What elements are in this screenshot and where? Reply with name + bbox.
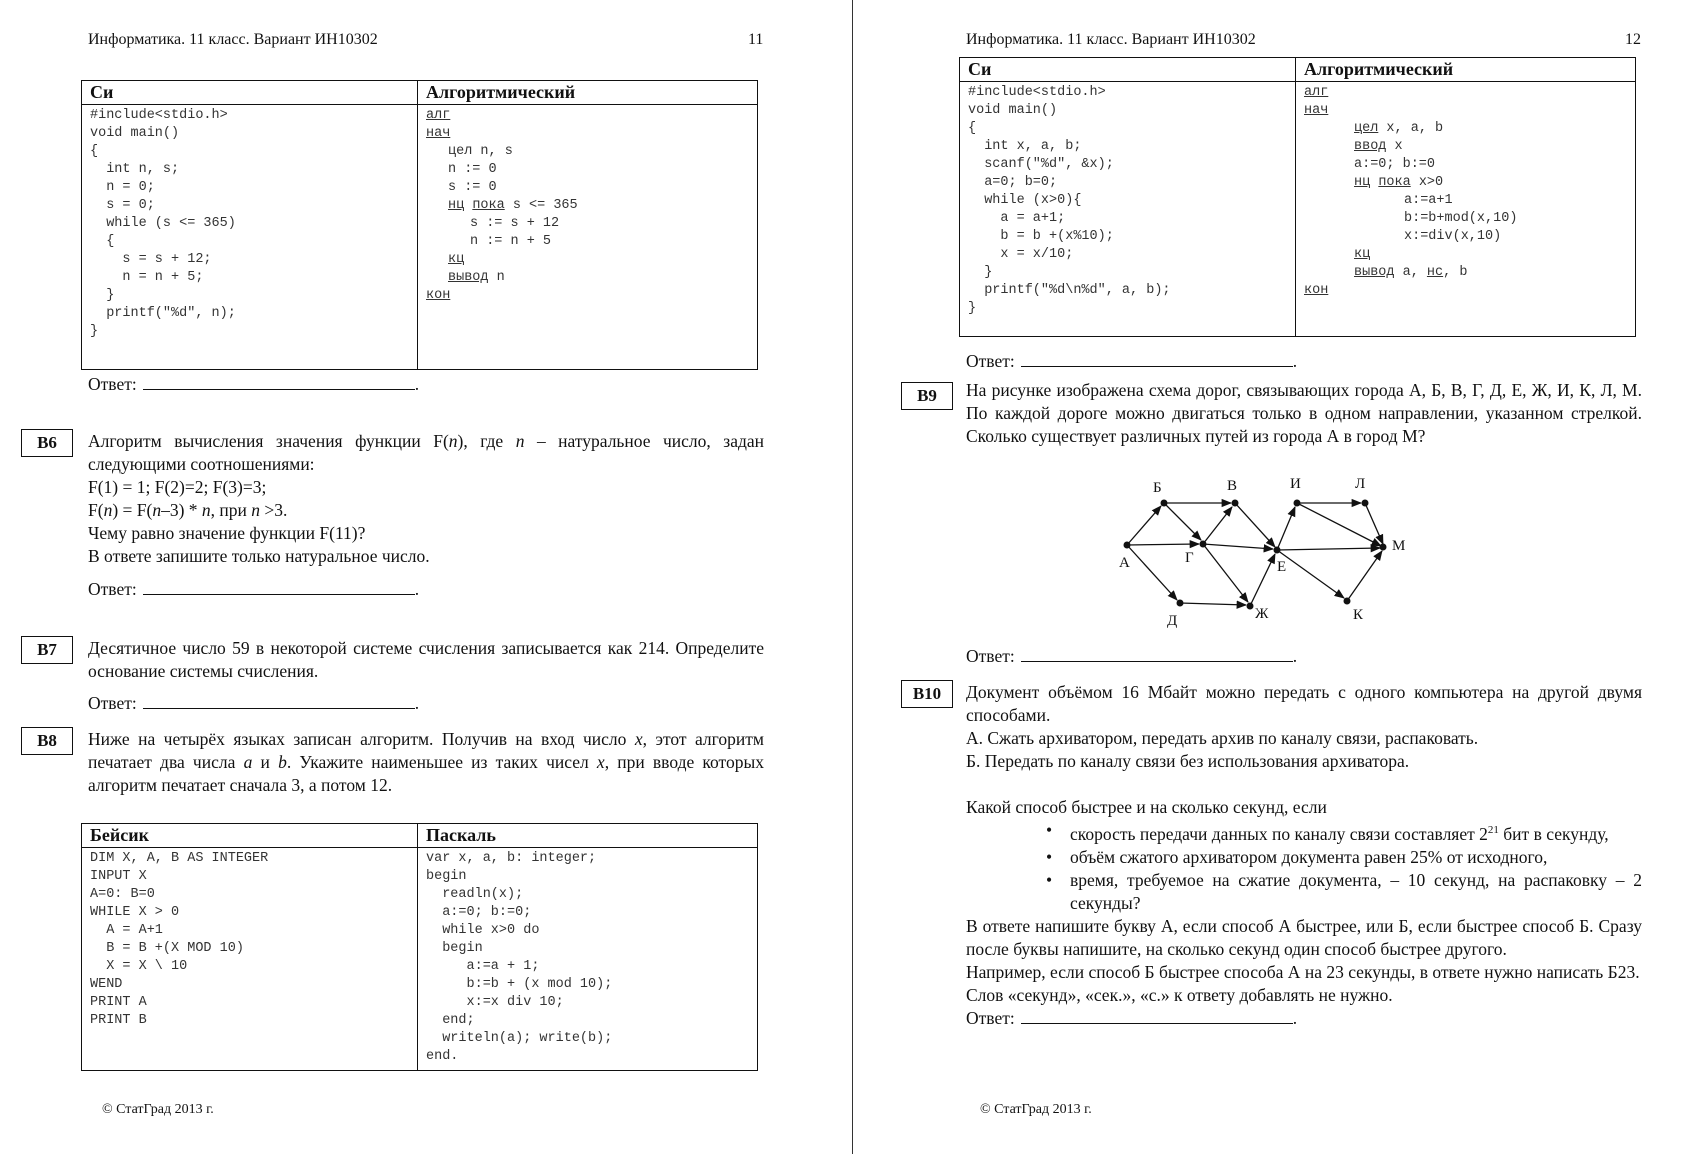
code-line: var x, a, b: integer; (426, 851, 597, 866)
page-number: 11 (748, 31, 764, 48)
task-b8: Ниже на четырёх языках записан алгоритм. Получив на вход число x, этот алгоритм печатает два числа a и b. Укажите наименьшее из таких чисел x, при вводе которых алгоритм печатает сначала 3, а потом 12. (88, 729, 764, 795)
code-line: B = B +(X MOD 10) (90, 941, 244, 956)
right-page (855, 0, 1704, 1154)
col-title-alg: Алгоритмический (1296, 58, 1636, 82)
code-line: n := n + 5 (470, 234, 552, 249)
edge-d-zh (1180, 603, 1246, 605)
page-header: Информатика. 11 класс. Вариант ИН10302 (88, 31, 378, 48)
node-k (1344, 598, 1351, 605)
code-line: x:=div(x,10) (1404, 229, 1502, 244)
col-title-alg: Алгоритмический (418, 81, 758, 105)
code-line: void main() (968, 103, 1058, 118)
answer-line: Ответ: . (88, 693, 420, 713)
b10-p4: В ответе напишите букву А, если способ А быстрее, или Б, если быстрее способ Б. Сразу после буквы напишите, на сколько секунд один способ быстрее другого. (966, 915, 1642, 959)
task-label-b7: B7 (21, 636, 73, 664)
b10-p5: Например, если способ Б быстрее способа А на 23 секунды, в ответе нужно написать Б23. (966, 961, 1640, 982)
edge-zh-e (1250, 554, 1275, 606)
code-line: a:=0; b:=0; (426, 905, 532, 920)
code-line: X = X \ 10 (90, 959, 188, 974)
code-line: n := 0 (448, 162, 497, 177)
b6-intro: Алгоритм вычисления значения функции F(n), где n – натуральное число, задан следующими соотношениями: (88, 431, 765, 474)
code-line: ввод x (1354, 139, 1403, 154)
task-label-b8: B8 (21, 727, 73, 755)
b10-conditions (1046, 819, 1642, 915)
code-line: } (968, 265, 993, 280)
node-g (1200, 541, 1207, 548)
edge-b-g (1164, 503, 1201, 540)
answer-blank[interactable] (143, 694, 415, 709)
code-line: end; (426, 1013, 475, 1028)
b6-rel1: F(1) = 1; F(2)=2; F(3)=3; (88, 477, 267, 497)
node-label: А (1119, 555, 1130, 571)
code-line: printf("%d\n%d", a, b); (968, 283, 1171, 298)
alg-code (1296, 82, 1636, 337)
code-line: вывод a, нс, b (1354, 265, 1468, 280)
edge-e-i (1277, 507, 1295, 550)
code-line: n = n + 5; (90, 270, 204, 285)
code-line: } (90, 288, 115, 303)
task-label-b6: B6 (21, 429, 73, 457)
code-line: x:=x div 10; (426, 995, 564, 1010)
alg-code (418, 105, 758, 370)
pascal-code (418, 848, 758, 1071)
graph-labels (1119, 476, 1365, 629)
node-v (1232, 500, 1239, 507)
edge-g-v (1203, 507, 1232, 544)
col-title-c: Си (82, 81, 418, 105)
code-line: begin (426, 869, 467, 884)
node-label: Д (1167, 613, 1178, 629)
code-line: s := s + 12 (470, 216, 560, 231)
page-number: 12 (1625, 31, 1641, 48)
footer-copyright: © СтатГрад 2013 г. (102, 1102, 214, 1117)
code-line: INPUT X (90, 869, 147, 884)
code-line: #include<stdio.h> (90, 108, 228, 123)
edge-g-zh (1203, 544, 1248, 602)
answer-line: Ответ: . (966, 351, 1298, 371)
page-divider (852, 0, 853, 1154)
task-b9: На рисунке изображена схема дорог, связывающих города А, Б, В, Г, Д, Е, Ж, И, К, Л, М. По каждой дороге можно двигаться только в одном направлении, указанном стрелкой. Сколько существует различных путей из города А в город М? (966, 380, 1642, 446)
node-label: Е (1277, 559, 1287, 575)
road-graph (1119, 470, 1385, 640)
list-item: • объём сжатого архиватором документа равен 25% от исходного, (1046, 846, 1548, 867)
node-e (1274, 547, 1281, 554)
edge-a-d (1127, 545, 1177, 600)
code-line: DIM X, A, B AS INTEGER (90, 851, 269, 866)
node-label: Б (1153, 480, 1162, 496)
code-line: b = b +(x%10); (968, 229, 1114, 244)
b10-p3: Б. Передать по каналу связи без использования архиватора. (966, 751, 1410, 771)
b10-p2: А. Сжать архиватором, передать архив по каналу связи, распаковать. (966, 728, 1479, 748)
page-header: Информатика. 11 класс. Вариант ИН10302 (966, 31, 1256, 48)
code-line: { (968, 121, 977, 136)
code-line: кц (448, 252, 465, 267)
list-item: • время, требуемое на сжатие документа, – 10 секунд, на распаковку – 2 секунды? (1046, 869, 1642, 913)
code-line: x = x/10; (968, 247, 1074, 262)
edge-v-e (1235, 503, 1275, 547)
task-b10 (966, 681, 1642, 1030)
node-zh (1247, 603, 1254, 610)
code-line: PRINT B (90, 1013, 147, 1028)
node-label-m: М (1392, 538, 1406, 554)
code-line: b:=b + (x mod 10); (426, 977, 613, 992)
code-line: кц (1354, 247, 1371, 262)
edge-l-m (1365, 503, 1383, 544)
node-label: К (1353, 607, 1364, 623)
answer-blank[interactable] (143, 375, 415, 390)
b6-question: Чему равно значение функции F(11)? (88, 523, 366, 543)
task-label-b10: B10 (901, 680, 953, 708)
code-line: a=0; b=0; (968, 175, 1058, 190)
code-line: scanf("%d", &x); (968, 157, 1114, 172)
code-table-c-alg (959, 57, 1636, 337)
code-line: WEND (90, 977, 123, 992)
answer-line: Ответ: . (966, 1007, 1298, 1028)
code-line: while (s <= 365) (90, 216, 236, 231)
node-a (1124, 542, 1131, 549)
code-line: { (90, 144, 99, 159)
code-line: A = A+1 (90, 923, 163, 938)
graph-edges (1127, 503, 1383, 606)
b10-p6: Слов «секунд», «сек.», «с.» к ответу добавлять не нужно. (966, 984, 1393, 1005)
task-b7: Десятичное число 59 в некоторой системе счисления записывается как 214. Определите основание системы счисления. (88, 638, 764, 681)
footer-copyright: © СтатГрад 2013 г. (980, 1102, 1092, 1117)
code-line: s = s + 12; (90, 252, 212, 267)
code-line: int n, s; (90, 162, 180, 177)
answer-line: Ответ: . (88, 374, 420, 394)
b6-note: В ответе запишите только натуральное число. (88, 546, 430, 566)
task-b6 (88, 430, 764, 568)
edge-a-b (1127, 506, 1161, 545)
code-line: a:=a + 1; (426, 959, 540, 974)
node-i (1294, 500, 1301, 507)
node-l (1362, 500, 1369, 507)
c-code (82, 105, 418, 370)
node-label: Л (1355, 476, 1366, 492)
code-line: { (90, 234, 115, 249)
col-title-basic: Бейсик (82, 824, 418, 848)
code-line: } (90, 324, 99, 339)
node-label: И (1290, 476, 1301, 492)
edge-e-k (1277, 550, 1344, 598)
code-line: b:=b+mod(x,10) (1404, 211, 1518, 226)
code-line: #include<stdio.h> (968, 85, 1106, 100)
code-line: while (x>0){ (968, 193, 1082, 208)
code-line: writeln(a); write(b); (426, 1031, 613, 1046)
answer-line: Ответ: . (88, 579, 420, 599)
code-line: a:=0; b:=0 (1354, 157, 1436, 172)
code-line: } (968, 301, 977, 316)
col-title-c: Си (960, 58, 1296, 82)
node-d (1177, 600, 1184, 607)
edge-g-e (1203, 544, 1273, 549)
code-line: нач (426, 126, 451, 141)
code-table-basic-pascal (81, 823, 758, 1071)
list-item: • скорость передачи данных по каналу связи составляет $2^{21}$ бит в секунду, (1046, 820, 1609, 844)
edge-a-g (1127, 544, 1199, 545)
code-line: void main() (90, 126, 180, 141)
code-table-c-alg (81, 80, 758, 370)
code-line: readln(x); (426, 887, 524, 902)
code-line: нач (1304, 103, 1329, 118)
answer-line: Ответ: . (966, 646, 1298, 666)
answer-blank[interactable] (1021, 1009, 1293, 1024)
code-line: s = 0; (90, 198, 155, 213)
edge-k-m (1347, 551, 1382, 601)
code-line: алг (1304, 85, 1329, 100)
answer-blank[interactable] (1021, 352, 1293, 367)
answer-blank[interactable] (1021, 647, 1293, 662)
node-label: В (1227, 478, 1238, 494)
col-title-pascal: Паскаль (418, 824, 758, 848)
code-line: цел x, a, b (1354, 121, 1444, 136)
code-line: алг (426, 108, 451, 123)
code-line: A=0: B=0 (90, 887, 155, 902)
code-line: end. (426, 1049, 459, 1064)
node-label: Г (1185, 550, 1194, 566)
code-line: нц пока x>0 (1354, 175, 1444, 190)
b10-p1: Документ объёмом 16 Мбайт можно передать с одного компьютера на другой двумя способами. (966, 682, 1642, 725)
code-line: нц пока s <= 365 (448, 198, 578, 213)
code-line: кон (426, 288, 451, 303)
answer-blank[interactable] (143, 580, 415, 595)
node-m (1380, 544, 1387, 551)
code-line: while x>0 do (426, 923, 540, 938)
code-line: printf("%d", n); (90, 306, 236, 321)
code-line: s := 0 (448, 180, 497, 195)
c-code (960, 82, 1296, 337)
code-line: PRINT A (90, 995, 147, 1010)
edge-e-m (1277, 548, 1380, 550)
node-label: Ж (1255, 606, 1269, 622)
code-line: a:=a+1 (1404, 193, 1453, 208)
code-line: цел n, s (448, 144, 513, 159)
code-line: int x, a, b; (968, 139, 1082, 154)
code-line: WHILE X > 0 (90, 905, 180, 920)
code-line: кон (1304, 283, 1329, 298)
b6-rel2: F(n) = F(n–3) * n, при n >3. (88, 500, 288, 520)
basic-code (82, 848, 418, 1071)
node-b (1161, 500, 1168, 507)
code-line: вывод n (448, 270, 505, 285)
code-line: a = a+1; (968, 211, 1066, 226)
graph-nodes (1124, 500, 1387, 610)
code-line: n = 0; (90, 180, 155, 195)
code-line: begin (426, 941, 483, 956)
b10-question: Какой способ быстрее и на сколько секунд, если (966, 797, 1327, 817)
task-label-b9: B9 (901, 382, 953, 410)
